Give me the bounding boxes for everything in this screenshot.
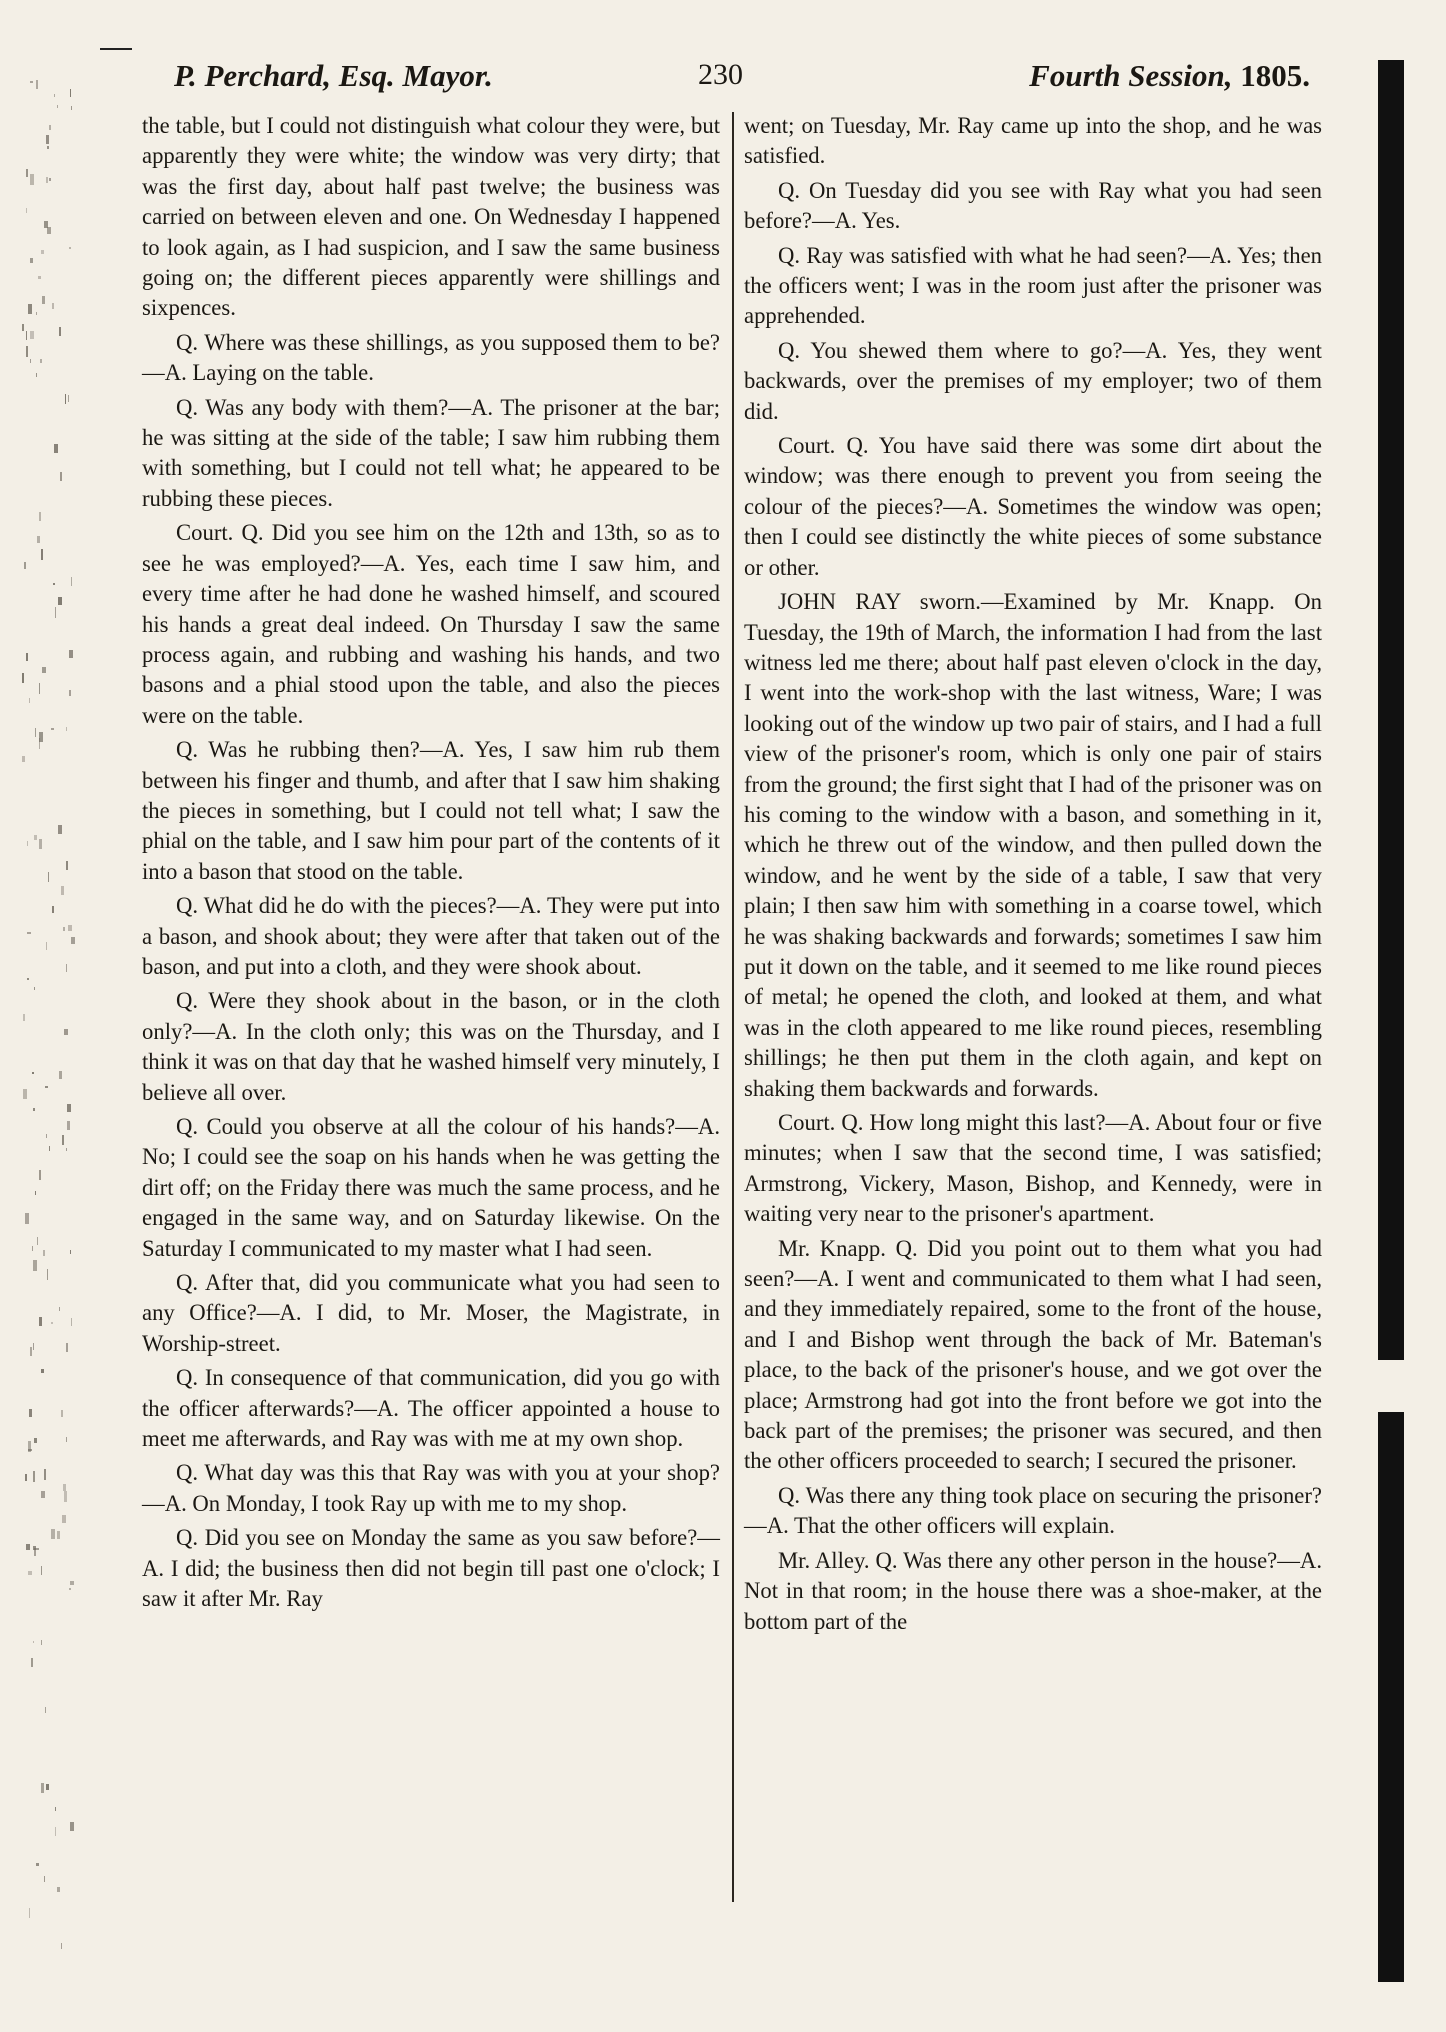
paragraph: Court. Q. You have said there was some dirt about the window; was there enough to prevent you from seeing the colour of the pieces?—A. Sometimes the window was open; then I could see distinctly the white pieces of some substance or other. [744, 433, 1322, 580]
paragraph: went; on Tuesday, Mr. Ray came up into the shop, and he was satisfied. [744, 113, 1322, 169]
paragraph: Mr. Knapp. Q. Did you point out to them what you had seen?—A. I went and communicated to them what I had seen, and they immediately repaired, some to the front of the house, and I and Bishop went through the back of Mr. Bateman's place, to the back of the prisoner's house, and we got over the place; Armstrong had got into the front before we got into the back part of the premises; the prisoner was secured, and then the other officers proceeded to search; I secured the prisoner. [744, 1235, 1322, 1474]
paragraph: the table, but I could not distinguish what colour they were, but apparently they were white; the window was very dirty; that was the first day, about half past twelve; the business was carried on between eleven and one. On Wednesday I happened to look again, as I had suspicion, and I saw the same business going on; the different pieces apparently were shillings and sixpences. [142, 113, 720, 321]
paragraph: Q. In consequence of that communication, did you go with the officer afterwards?—A. The officer appointed a house to meet me afterwards, and Ray was with me at my own shop. [142, 1365, 720, 1452]
paragraph: JOHN RAY sworn.—Examined by Mr. Knapp. On Tuesday, the 19th of March, the information I had from the last witness led me there; about half past eleven o'clock in the day, I went into the work-shop with the last witness, Ware; I was looking out of the window up two pair of stairs, and I had a full view of the prisoner's room, which is only one pair of stairs from the ground; the first sight that I had of the prisoner was on his coming to the window with a bason, and something in it, which he threw out of the window, and then pulled down the window, and he went by the side of a table, I saw that very plain; I then saw him with something in a coarse towel, which he was shaking backwards and forwards; sometimes I saw him put it down on the table, and it seemed to me like round pieces of metal; he opened the cloth, and looked at them, and what was in the cloth appeared to me like round pieces, resembling shillings; he then put them in the cloth again, and kept on shaking them backwards and forwards. [744, 589, 1322, 1101]
paragraph: Court. Q. How long might this last?—A. About four or five minutes; when I saw that the second time, I was satisfied; Armstrong, Vickery, Mason, Bishop, and Kennedy, were in waiting very near to the prisoner's apartment. [744, 1110, 1322, 1227]
paragraph: Q. Was he rubbing then?—A. Yes, I saw him rub them between his finger and thumb, and after that I saw him shaking the pieces in something, but I could not tell what; I saw the phial on the table, and I saw him pour part of the contents of it into a bason that stood on the table. [142, 737, 720, 884]
bleed-through-margin [22, 80, 82, 1980]
paragraph: Q. What did he do with the pieces?—A. They were put into a bason, and shook about; they were after that taken out of the bason, and put into a cloth, and they were shook about. [142, 893, 720, 979]
paragraph: Mr. Alley. Q. Was there any other person in the house?—A. Not in that room; in the house there was a shoe-maker, at the bottom part of the [744, 1547, 1322, 1634]
paragraph: Q. Could you observe at all the colour of his hands?—A. No; I could see the soap on his hands when he was getting the dirt off; on the Friday there was much the same process, and he engaged in the same way, and on Saturday likewise. On the Saturday I communicated to my master what I had seen. [142, 1114, 720, 1261]
right-column [744, 111, 1322, 1641]
session-label: Fourth Session, [1029, 58, 1233, 93]
running-head-left: P. Perchard, Esq. Mayor. [174, 58, 493, 93]
paragraph: Q. Where was these shillings, as you supposed them to be?—A. Laying on the table. [142, 329, 720, 386]
paragraph: Q. Did you see on Monday the same as you saw before?—A. I did; the business then did not begin till past one o'clock; I saw it after Mr. Ray [142, 1525, 720, 1612]
paragraph: Q. Was there any thing took place on securing the prisoner?—A. That the other officers will explain. [744, 1482, 1322, 1539]
paragraph: Q. After that, did you communicate what you had seen to any Office?—A. I did, to Mr. Moser, the Magistrate, in Worship-street. [142, 1270, 720, 1356]
binding-shadow-bottom [1378, 1412, 1404, 1982]
paragraph: Q. On Tuesday did you see with Ray what you had seen before?—A. Yes. [744, 177, 1322, 234]
paragraph: Q. Ray was satisfied with what he had seen?—A. Yes; then the officers went; I was in the room just after the prisoner was apprehended. [744, 242, 1322, 329]
top-rule [100, 48, 132, 50]
page-header [160, 58, 1310, 112]
paragraph: Q. What day was this that Ray was with you at your shop?—A. On Monday, I took Ray up with me to my shop. [142, 1460, 720, 1516]
paragraph: Q. Was any body with them?—A. The prisoner at the bar; he was sitting at the side of the table; I saw him rubbing them with something, but I could not tell what; he appeared to be rubbing these pieces. [142, 394, 720, 511]
left-column [142, 111, 720, 1619]
page-number: 230 [698, 58, 743, 91]
paragraph: Court. Q. Did you see him on the 12th and 13th, so as to see he was employed?—A. Yes, each time I saw him, and every time after he had done he washed himself, and scoured his hands a great deal indeed. On Thursday I saw the same process again, and rubbing and washing his hands, and two basons and a phial stood upon the table, and also the pieces were on the table. [142, 520, 720, 728]
running-head-right [1029, 58, 1310, 94]
session-year: 1805. [1240, 58, 1310, 93]
paragraph: Q. Were they shook about in the bason, or in the cloth only?—A. In the cloth only; this was on the Thursday, and I think it was on that day that he washed himself very minutely, I believe all over. [142, 988, 720, 1105]
paragraph: Q. You shewed them where to go?—A. Yes, they went backwards, over the premises of my employer; two of them did. [744, 337, 1322, 424]
column-divider [732, 112, 734, 1902]
binding-shadow-top [1378, 60, 1404, 1360]
